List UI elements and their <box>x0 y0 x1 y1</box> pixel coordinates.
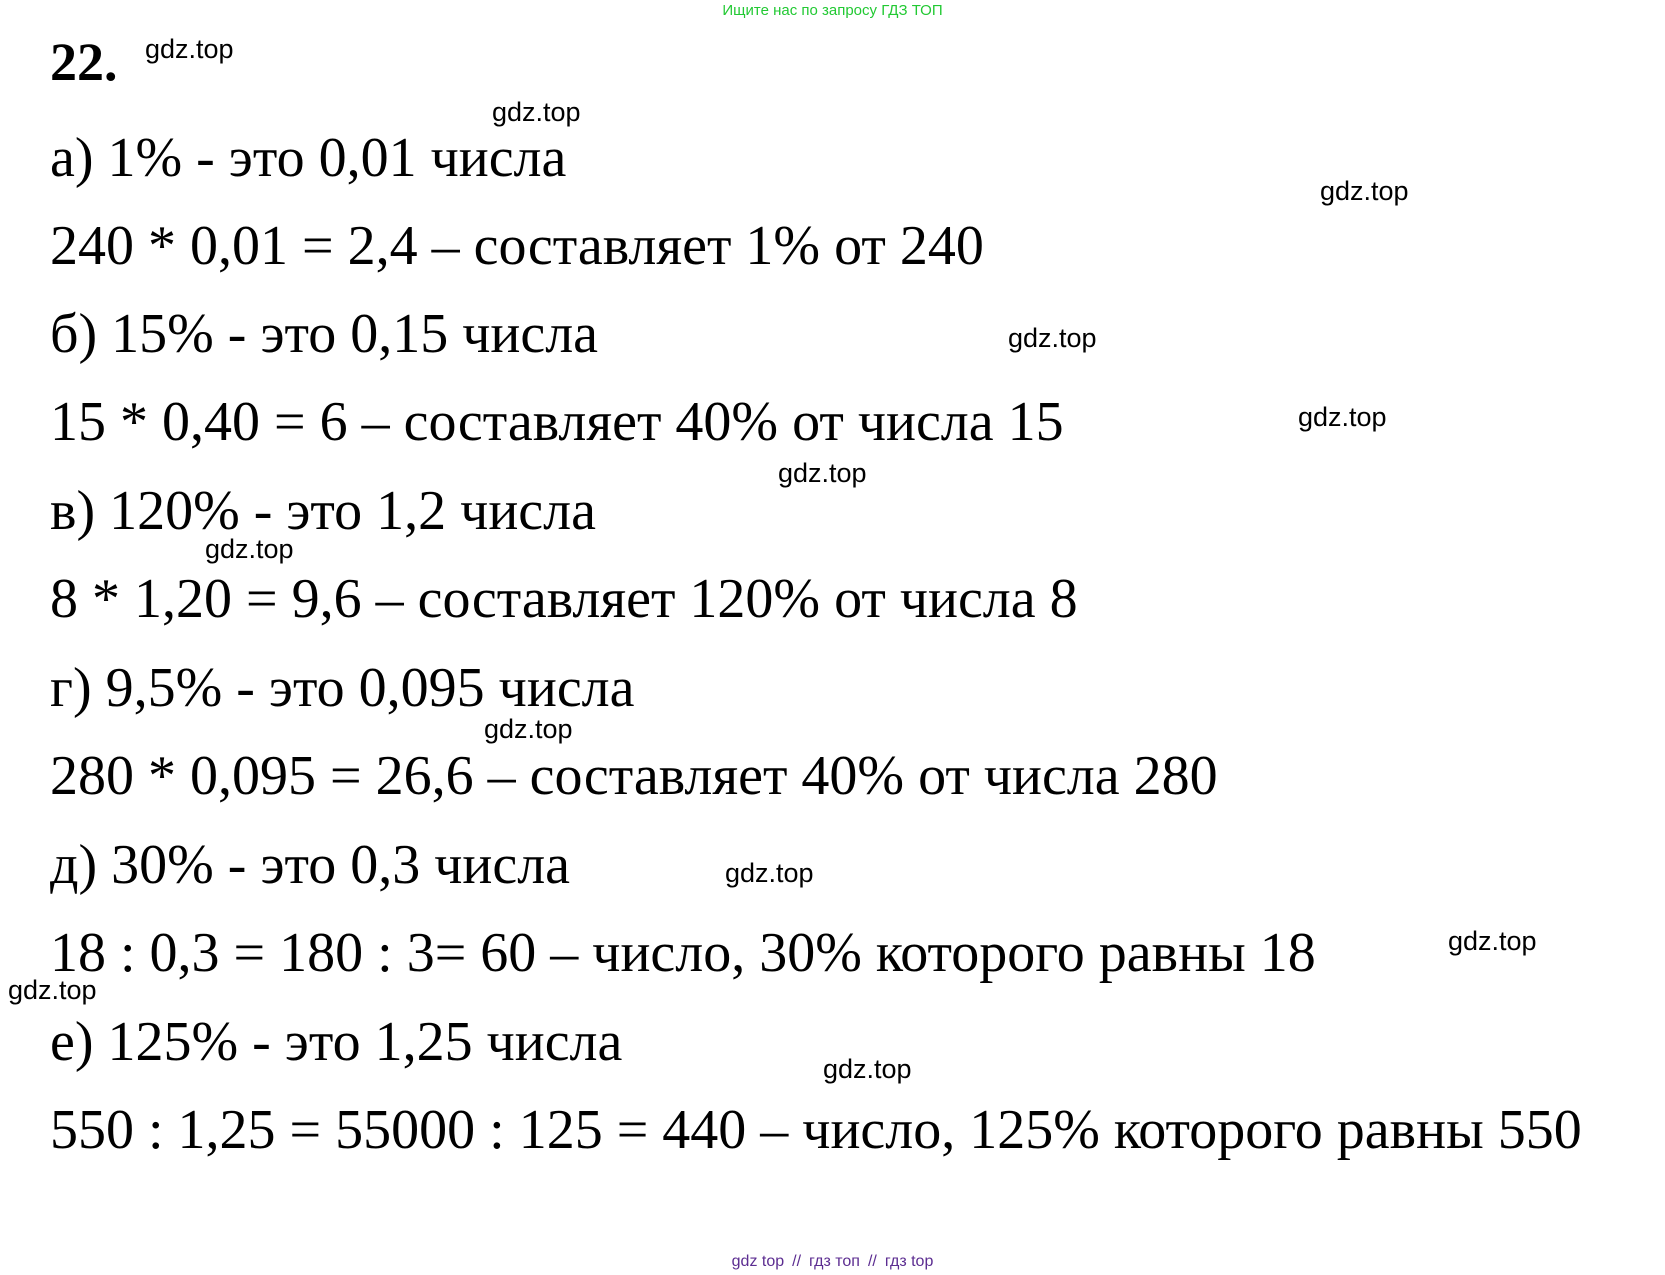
footer-separator: // <box>867 1253 877 1270</box>
watermark: gdz.top <box>145 34 234 64</box>
footer-separator: // <box>792 1253 802 1270</box>
solution-line-c-calculation: 8 * 1,20 = 9,6 – составляет 120% от числа 8 <box>50 568 1078 630</box>
watermark: gdz.top <box>8 975 97 1005</box>
solution-line-b-statement: б) 15% - это 0,15 числа <box>50 303 598 365</box>
solution-line-d-statement: г) 9,5% - это 0,095 числа <box>50 657 635 719</box>
watermark: gdz.top <box>1448 926 1537 956</box>
solution-line-a-calculation: 240 * 0,01 = 2,4 – составляет 1% от 240 <box>50 215 984 277</box>
watermark: gdz.top <box>1320 176 1409 206</box>
watermark: gdz.top <box>492 97 581 127</box>
footer-link-gdz-top-mixed[interactable]: гдз top <box>884 1253 934 1270</box>
solution-line-e-calculation: 18 : 0,3 = 180 : 3= 60 – число, 30% которого равны 18 <box>50 922 1316 984</box>
footer-links <box>0 1253 1665 1271</box>
search-banner: Ищите нас по запросу ГДЗ ТОП <box>722 2 943 19</box>
watermark: gdz.top <box>484 714 573 744</box>
watermark: gdz.top <box>778 458 867 488</box>
solution-line-c-statement: в) 120% - это 1,2 числа <box>50 480 596 542</box>
solution-line-e-statement: д) 30% - это 0,3 числа <box>50 834 570 896</box>
footer-link-gdz-top-ru[interactable]: гдз топ <box>809 1253 860 1270</box>
task-number: 22. <box>50 32 118 92</box>
solution-line-f-calculation: 550 : 1,25 = 55000 : 125 = 440 – число, 125% которого равны 550 <box>50 1099 1582 1161</box>
footer-link-gdz-top[interactable]: gdz top <box>731 1253 785 1270</box>
watermark: gdz.top <box>205 534 294 564</box>
solution-line-f-statement: е) 125% - это 1,25 числа <box>50 1011 623 1073</box>
solution-line-d-calculation: 280 * 0,095 = 26,6 – составляет 40% от числа 280 <box>50 745 1218 807</box>
watermark: gdz.top <box>823 1054 912 1084</box>
watermark: gdz.top <box>1298 402 1387 432</box>
solution-line-a-statement: а) 1% - это 0,01 числа <box>50 127 567 189</box>
solution-line-b-calculation: 15 * 0,40 = 6 – составляет 40% от числа 15 <box>50 391 1064 453</box>
watermark: gdz.top <box>1008 323 1097 353</box>
watermark: gdz.top <box>725 858 814 888</box>
